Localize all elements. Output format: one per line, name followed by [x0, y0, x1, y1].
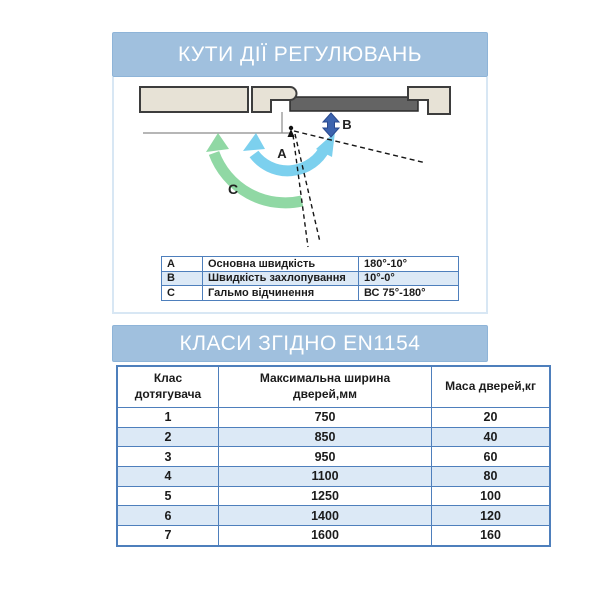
table-row — [117, 467, 550, 487]
label-a: A — [277, 146, 287, 161]
column-header-width: Максимальна ширина дверей,мм — [219, 366, 432, 408]
class-cell: 4 — [117, 467, 219, 487]
width-cell: 950 — [219, 447, 432, 467]
arrow-b-icon — [323, 113, 339, 137]
width-cell: 750 — [219, 408, 432, 428]
class-cell: 1 — [117, 408, 219, 428]
class-cell: 5 — [117, 486, 219, 506]
adjustment-key: C — [162, 286, 203, 301]
table-row — [117, 506, 550, 526]
class-cell: 2 — [117, 427, 219, 447]
arc-a-left-arrowhead-icon — [243, 133, 265, 151]
adjustment-key: B — [162, 271, 203, 286]
adjustment-name: Гальмо відчинення — [203, 286, 359, 301]
mass-cell: 120 — [432, 506, 551, 526]
table-row — [117, 447, 550, 467]
mass-cell: 60 — [432, 447, 551, 467]
table-row — [117, 526, 550, 546]
dashed-line-down-left — [293, 135, 308, 247]
label-c: C — [227, 181, 239, 197]
label-b: B — [342, 117, 352, 132]
mass-cell: 100 — [432, 486, 551, 506]
width-cell: 850 — [219, 427, 432, 447]
door-leaf — [290, 97, 418, 111]
mass-cell: 20 — [432, 408, 551, 428]
arc-a — [254, 148, 325, 171]
door-closer-angle-diagram — [114, 77, 486, 255]
adjustment-value: 180°-10° — [359, 257, 459, 272]
width-cell: 1400 — [219, 506, 432, 526]
adjustment-value: ВС 75°-180° — [359, 286, 459, 301]
mass-cell: 160 — [432, 526, 551, 546]
table-row — [162, 271, 459, 286]
table-row — [162, 286, 459, 301]
table-row — [117, 427, 550, 447]
dashed-line-down-right — [295, 134, 320, 242]
column-header-mass: Маса дверей,кг — [432, 366, 551, 408]
width-cell: 1600 — [219, 526, 432, 546]
class-cell: 6 — [117, 506, 219, 526]
adjustment-name: Основна швидкість — [203, 257, 359, 272]
adjustment-value: 10°-0° — [359, 271, 459, 286]
width-cell: 1100 — [219, 467, 432, 487]
section2-title: КЛАСИ ЗГІДНО EN1154 — [179, 331, 421, 355]
class-cell: 3 — [117, 447, 219, 467]
table-row — [117, 486, 550, 506]
table-row — [162, 257, 459, 272]
table-row — [117, 408, 550, 428]
classes-table — [116, 365, 551, 547]
table-header-row — [117, 366, 550, 408]
column-header-class: Клас дотягувача — [117, 366, 219, 408]
section1-title: КУТИ ДІЇ РЕГУЛЮВАНЬ — [177, 42, 423, 66]
width-cell: 1250 — [219, 486, 432, 506]
section2-header — [112, 325, 488, 362]
adjustments-table — [161, 256, 459, 301]
wall-left — [140, 87, 248, 112]
section1-panel — [112, 77, 488, 314]
mass-cell: 80 — [432, 467, 551, 487]
class-cell: 7 — [117, 526, 219, 546]
arc-c-arrowhead-icon — [206, 133, 229, 152]
adjustment-name: Швидкість захлопування — [203, 271, 359, 286]
section1-header — [112, 32, 488, 77]
mass-cell: 40 — [432, 427, 551, 447]
adjustment-key: A — [162, 257, 203, 272]
